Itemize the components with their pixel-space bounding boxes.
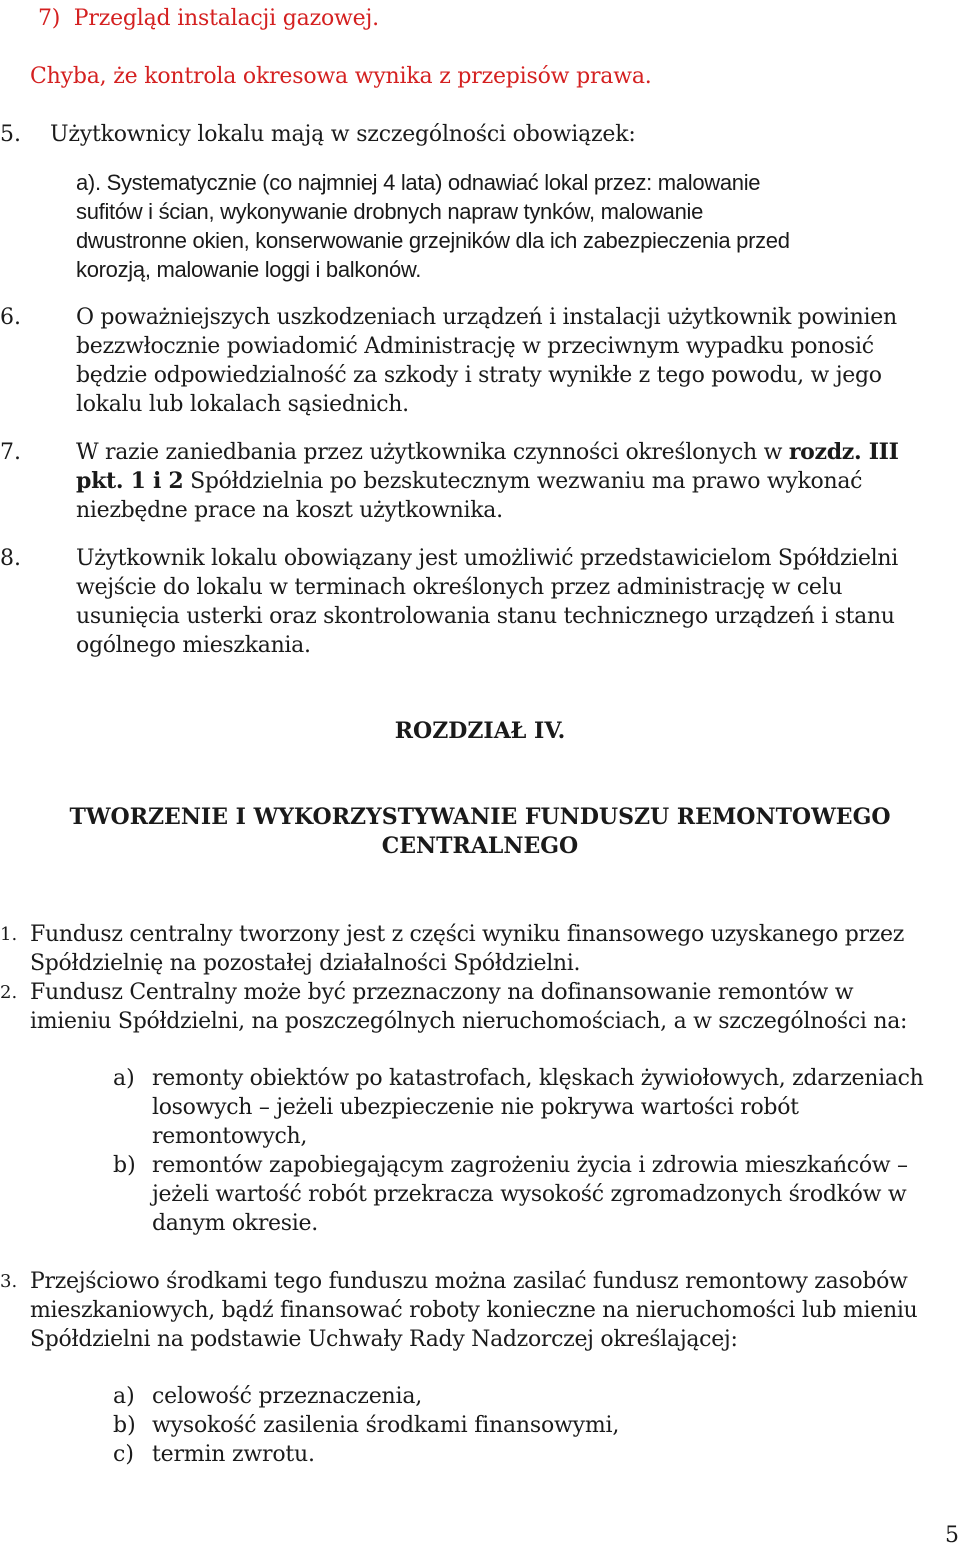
- text-run: W razie zaniedbania przez użytkownika czynności określonych w: [76, 440, 789, 465]
- item-7-text: Przegląd instalacji gazowej.: [73, 6, 379, 31]
- text-line: Użytkownik lokalu obowiązany jest umożliwić przedstawicielom Spółdzielni: [76, 546, 899, 571]
- text-line: jeżeli wartość robót przekracza wysokość zgromadzonych środków w: [152, 1182, 907, 1207]
- section-7-paragraph: [76, 438, 899, 525]
- section-7-number: 7.: [0, 440, 21, 465]
- bold-reference: pkt. 1 i 2: [76, 468, 184, 494]
- text-line: [76, 438, 899, 467]
- text-line: [76, 467, 899, 496]
- point-3-paragraph: [30, 1267, 917, 1354]
- section-6-paragraph: [76, 303, 897, 419]
- point-1-number: 1.: [0, 924, 18, 945]
- section-5-text: Użytkownicy lokalu mają w szczególności obowiązek:: [50, 122, 636, 147]
- point-2b-paragraph: [152, 1151, 908, 1238]
- chapter-subtitle-line-2: CENTRALNEGO: [381, 833, 579, 859]
- point-2a-paragraph: [152, 1064, 924, 1151]
- text-run: Spółdzielnia po bezskutecznym wezwaniu ma prawo wykonać: [183, 469, 863, 494]
- text-line: losowych – jeżeli ubezpieczenie nie pokrywa wartości robót: [152, 1095, 799, 1120]
- text-line: będzie odpowiedzialność za szkody i straty wynikłe z tego powodu, w jego: [76, 363, 882, 388]
- text-line: Spółdzielnię na pozostałej działalności Spółdzielni.: [30, 951, 581, 976]
- text-line: lokalu lub lokalach sąsiednich.: [76, 392, 409, 417]
- text-line: dwustronne okien, konserwowanie grzejników dla ich zabezpieczenia przed: [76, 228, 790, 253]
- section-8-paragraph: [76, 544, 898, 660]
- point-3a-label: a): [113, 1384, 135, 1409]
- point-3a-text: celowość przeznaczenia,: [152, 1384, 423, 1409]
- text-line: O poważniejszych uszkodzeniach urządzeń i instalacji użytkownik powinien: [76, 305, 897, 330]
- point-3-number: 3.: [0, 1271, 18, 1292]
- text-line: remonty obiektów po katastrofach, klęskach żywiołowych, zdarzeniach: [152, 1066, 924, 1091]
- bold-reference: rozdz. III: [788, 439, 899, 465]
- text-line: niezbędne prace na koszt użytkownika.: [76, 498, 503, 523]
- section-6-number: 6.: [0, 305, 21, 330]
- text-line: wejście do lokalu w terminach określonych przez administrację w celu: [76, 575, 843, 600]
- text-line: Fundusz Centralny może być przeznaczony na dofinansowanie remontów w: [30, 980, 854, 1005]
- point-3b-text: wysokość zasilenia środkami finansowymi,: [152, 1413, 620, 1438]
- text-line: ogólnego mieszkania.: [76, 633, 311, 658]
- section-5-number: 5.: [0, 122, 21, 147]
- chapter-subtitle-line-1: TWORZENIE I WYKORZYSTYWANIE FUNDUSZU REMONTOWEGO: [69, 804, 891, 830]
- point-2a-label: a): [113, 1066, 135, 1091]
- point-1-paragraph: [30, 920, 904, 978]
- point-3c-label: c): [113, 1442, 134, 1467]
- legal-note: Chyba, że kontrola okresowa wynika z przepisów prawa.: [30, 64, 652, 89]
- text-line: bezzwłocznie powiadomić Administrację w przeciwnym wypadku ponosić: [76, 334, 874, 359]
- point-3b-label: b): [113, 1413, 136, 1438]
- text-line: korozją, malowanie loggi i balkonów.: [76, 257, 422, 282]
- chapter-title: ROZDZIAŁ IV.: [394, 718, 566, 744]
- text-line: Fundusz centralny tworzony jest z części wyniku finansowego uzyskanego przez: [30, 922, 905, 947]
- point-2-number: 2.: [0, 982, 18, 1003]
- section-8-number: 8.: [0, 546, 21, 571]
- text-line: danym okresie.: [152, 1211, 318, 1236]
- text-line: remontów zapobiegającym zagrożeniu życia i zdrowia mieszkańców –: [152, 1153, 908, 1178]
- page-number: 5: [945, 1523, 959, 1548]
- point-3c-text: termin zwrotu.: [152, 1442, 315, 1467]
- section-5a-paragraph: [76, 168, 790, 284]
- point-2b-label: b): [113, 1153, 136, 1178]
- text-line: remontowych,: [152, 1124, 308, 1149]
- text-line: a). Systematycznie (co najmniej 4 lata) odnawiać lokal przez: malowanie: [76, 170, 761, 195]
- text-line: sufitów i ścian, wykonywanie drobnych napraw tynków, malowanie: [76, 199, 704, 224]
- text-line: usunięcia usterki oraz skontrolowania stanu technicznego urządzeń i stanu: [76, 604, 895, 629]
- text-line: Spółdzielni na podstawie Uchwały Rady Nadzorczej określającej:: [30, 1327, 738, 1352]
- point-2-paragraph: [30, 978, 907, 1036]
- item-7-number: 7): [38, 6, 61, 31]
- text-line: imieniu Spółdzielni, na poszczególnych nieruchomościach, a w szczególności na:: [30, 1009, 908, 1034]
- text-line: Przejściowo środkami tego funduszu można zasilać fundusz remontowy zasobów: [30, 1269, 908, 1294]
- item-7-gas: [38, 4, 379, 33]
- text-line: mieszkaniowych, bądź finansować roboty konieczne na nieruchomości lub mieniu: [30, 1298, 918, 1323]
